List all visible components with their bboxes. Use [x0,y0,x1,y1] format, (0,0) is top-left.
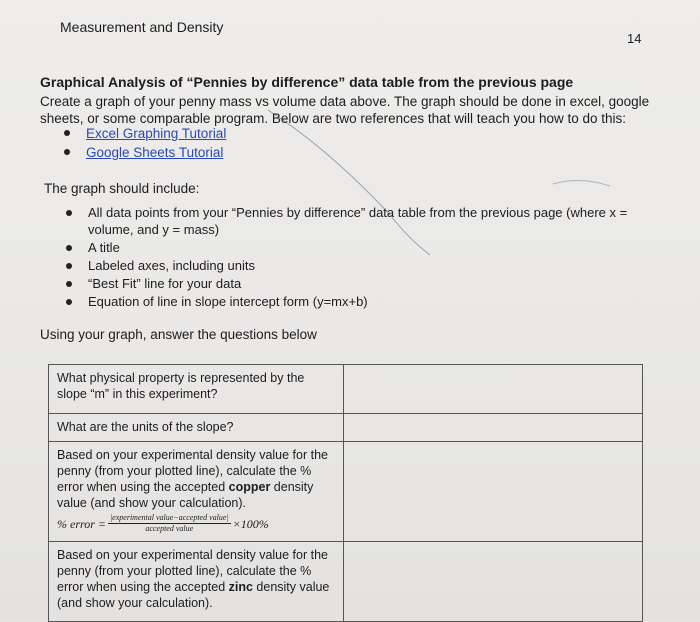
question-cell: Based on your experimental density value for the penny (from your plotted line), calculate the % error when using the accepted zinc density value (and show your calculation). [49,542,344,622]
question-cell: What are the units of the slope? [49,414,344,442]
answer-cell[interactable] [344,442,643,542]
table-row [49,542,643,622]
requirement-item: Labeled axes, including units [64,257,654,274]
requirement-item: Equation of line in slope intercept form (y=mx+b) [64,293,654,310]
table-row [49,442,643,542]
excel-tutorial-link[interactable]: Excel Graphing Tutorial [86,126,227,141]
reference-item [62,143,226,162]
header-title: Measurement and Density [60,19,224,35]
reference-item [62,124,226,143]
question-cell: What physical property is represented by the slope “m” in this experiment? [49,365,344,414]
table-row [49,365,643,414]
page-number: 14 [627,31,642,46]
bullet-icon [66,263,72,269]
requirement-item: A title [64,239,654,256]
answer-cell[interactable] [344,414,643,442]
bullet-icon [66,299,72,305]
intro-paragraph: Create a graph of your penny mass vs volume data above. The graph should be done in excel, google sheets, or some comparable program. Below are two references that will teach you how to do this: [40,94,650,126]
requirement-item: “Best Fit” line for your data [64,275,654,292]
bullet-icon [64,130,70,136]
percent-error-formula: % error = $\frac{\text{|experimental value−accepted value|}}{\text{accepted value}}$ ×100% [57,513,269,533]
bullet-icon [64,149,70,155]
requirement-item: All data points from your “Pennies by difference” data table from the previous page (where x = volume, and y = mass) [64,204,654,238]
reference-list [62,124,226,162]
question-cell: Based on your experimental density value for the penny (from your plotted line), calculate the % error when using the accepted copper density value (and show your calculation). % error = $\frac{\text{|experimental value−accepted value|}}{\text{accepted value}}$ ×100% [49,442,344,542]
google-sheets-tutorial-link[interactable]: Google Sheets Tutorial [86,145,224,160]
requirements-list [64,204,654,311]
instruction-text: Using your graph, answer the questions below [40,327,317,342]
table-row [49,414,643,442]
bullet-icon [66,210,72,216]
bullet-icon [66,245,72,251]
formula-fraction: $\frac{\text{|experimental value−accepted value|}}{\text{accepted value}}$ [109,513,229,533]
answer-cell[interactable] [344,542,643,622]
section-heading: Graphical Analysis of “Pennies by difference” data table from the previous page [40,74,574,90]
question-table [48,364,643,622]
answer-cell[interactable] [344,365,643,414]
bullet-icon [66,281,72,287]
requirements-intro: The graph should include: [44,181,200,196]
